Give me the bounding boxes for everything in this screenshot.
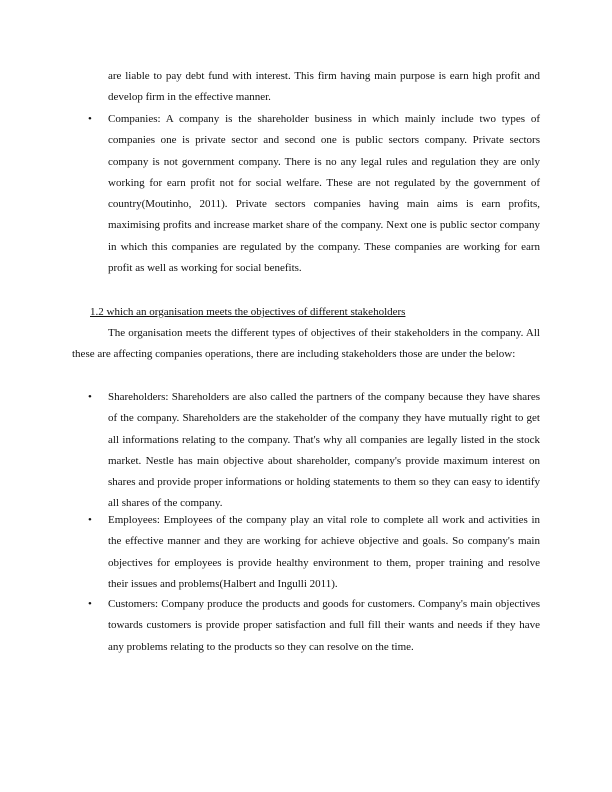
section-intro-paragraph: The organisation meets the different types of objectives of their stakeholders in the company. All these are affecting companies operations, there are including stakeholders those are under the below: <box>72 327 540 361</box>
continuation-paragraph: are liable to pay debt fund with interest. This firm having main purpose is earn high profit and develop firm in the effective manner. <box>108 70 540 104</box>
bullet-marker: • <box>88 598 92 610</box>
bullet-employees: Employees: Employees of the company play an vital role to complete all work and activities in the effective manner and they are working for achieve objective and goals. So company's main objectives for employees is provide healthy environment to them, proper training and resolve their issues and problems(Halbert and Ingulli 2011). <box>108 514 540 590</box>
bullet-companies: Companies: A company is the shareholder business in which mainly include two types of companies one is private sector and second one is public sectors company. Private sectors company is not government company. There is no any legal rules and regulation they are only working for earn profit not for social welfare. These are not regulated by the government of country(Moutinho, 2011). Private sectors companies having main aims is earn profits, maximising profits and increase market share of the company. Next one is public sector company in which this companies are regulated by the company. These companies are working for earn profit as well as working for social benefits. <box>108 113 540 275</box>
bullet-marker: • <box>88 514 92 526</box>
bullet-marker: • <box>88 391 92 403</box>
bullet-customers: Customers: Company produce the products and goods for customers. Company's main objectives towards customers is provide proper satisfaction and full fill their wants and needs if they have any problems relating to the products so they can resolve on the time. <box>108 598 540 653</box>
bullet-marker: • <box>88 113 92 125</box>
section-heading: 1.2 which an organisation meets the objectives of different stakeholders <box>90 306 406 318</box>
bullet-shareholders: Shareholders: Shareholders are also called the partners of the company because they have shares of the company. Shareholders are the stakeholder of the company they have mutually right to get all informations relating to the company. That's why all companies are legally listed in the stock market. Nestle has main objective about shareholder, company's provide maximum interest on shares and provide proper informations or holding statements to them so they can easy to identify all shares of the company. <box>108 391 540 510</box>
